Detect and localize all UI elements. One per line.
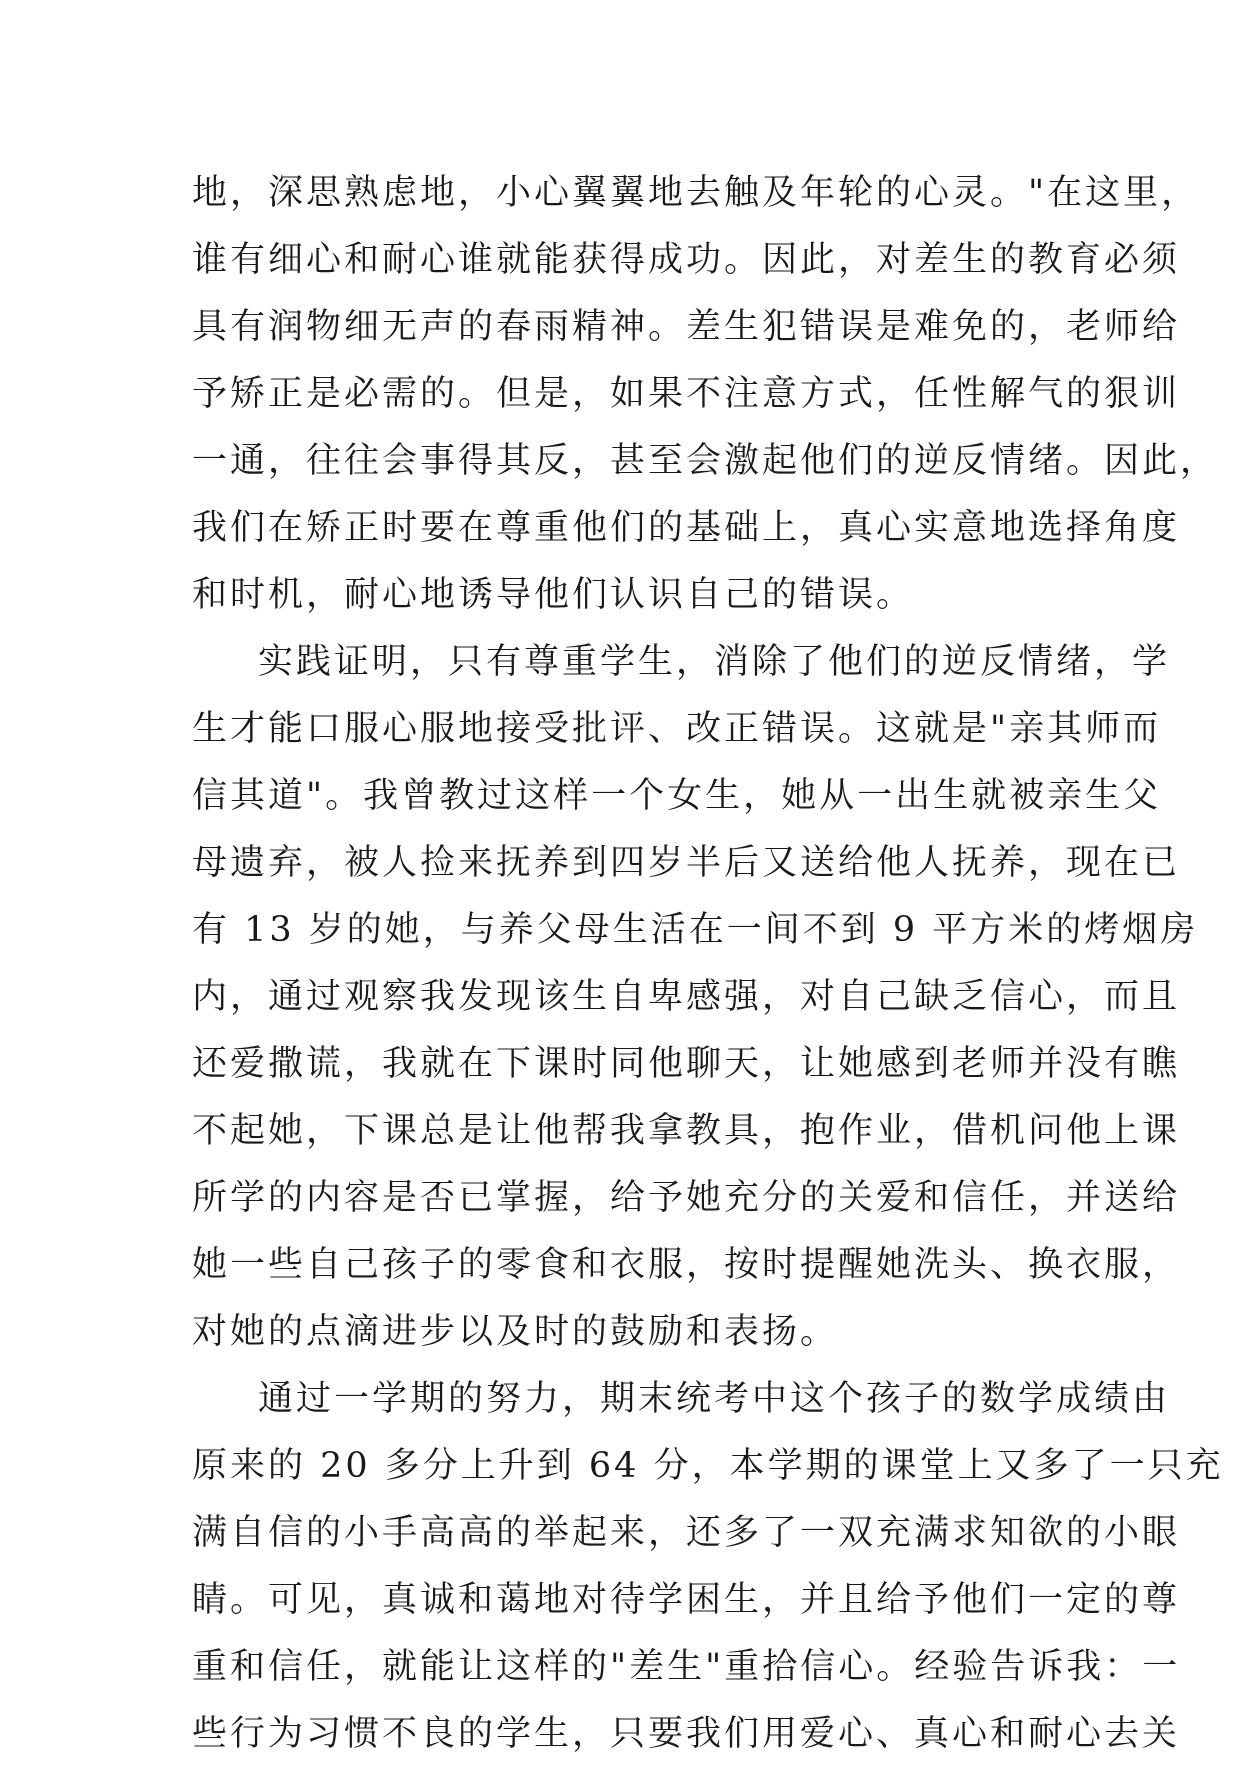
- text-line: 内，通过观察我发现该生自卑感强，对自己缺乏信心，而且: [192, 977, 1181, 1017]
- text-line: 对她的点滴进步以及时的鼓励和表扬。: [192, 1312, 839, 1352]
- text-line: 地，深思熟虑地，小心翼翼地去触及年轮的心灵。"在这里，: [192, 173, 1200, 213]
- paragraph-start-line: 通过一学期的努力，期末统考中这个孩子的数学成绩由: [258, 1379, 1171, 1419]
- text-line: 重和信任，就能让这样的"差生"重拾信心。经验告诉我：一: [192, 1647, 1181, 1687]
- text-line: 一通，往往会事得其反，甚至会激起他们的逆反情绪。因此，: [192, 441, 1219, 481]
- paragraph-start-line: 实践证明，只有尊重学生，消除了他们的逆反情绪，学: [258, 642, 1171, 682]
- text-line: 生才能口服心服地接受批评、改正错误。这就是"亲其师而: [192, 709, 1162, 749]
- body-text: [192, 160, 1224, 1768]
- text-line: 我们在矫正时要在尊重他们的基础上，真心实意地选择角度: [192, 508, 1181, 548]
- text-line: 所学的内容是否已掌握，给予她充分的关爱和信任，并送给: [192, 1178, 1181, 1218]
- text-line: 谁有细心和耐心谁就能获得成功。因此，对差生的教育必须: [192, 240, 1181, 280]
- text-line: 不起她，下课总是让他帮我拿教具，抱作业，借机问他上课: [192, 1111, 1181, 1151]
- text-line: 些行为习惯不良的学生，只要我们用爱心、真心和耐心去关: [192, 1714, 1181, 1754]
- text-line: 还爱撒谎，我就在下课时同他聊天，让她感到老师并没有瞧: [192, 1044, 1181, 1084]
- text-line: 有 13 岁的她，与养父母生活在一间不到 9 平方米的烤烟房: [192, 910, 1199, 950]
- text-line: 具有润物细无声的春雨精神。差生犯错误是难免的，老师给: [192, 307, 1181, 347]
- text-line: 和时机，耐心地诱导他们认识自己的错误。: [192, 575, 915, 615]
- text-line: 信其道"。我曾教过这样一个女生，她从一出生就被亲生父: [192, 776, 1162, 816]
- text-line: 母遗弃，被人捡来抚养到四岁半后又送给他人抚养，现在已: [192, 843, 1181, 883]
- text-line: 予矫正是必需的。但是，如果不注意方式，任性解气的狠训: [192, 374, 1181, 414]
- text-line: 原来的 20 多分上升到 64 分，本学期的课堂上又多了一只充: [192, 1446, 1224, 1486]
- text-line: 满自信的小手高高的举起来，还多了一双充满求知欲的小眼: [192, 1513, 1181, 1553]
- text-line: 她一些自己孩子的零食和衣服，按时提醒她洗头、换衣服，: [192, 1245, 1181, 1285]
- text-line: 睛。可见，真诚和蔼地对待学困生，并且给予他们一定的尊: [192, 1580, 1181, 1620]
